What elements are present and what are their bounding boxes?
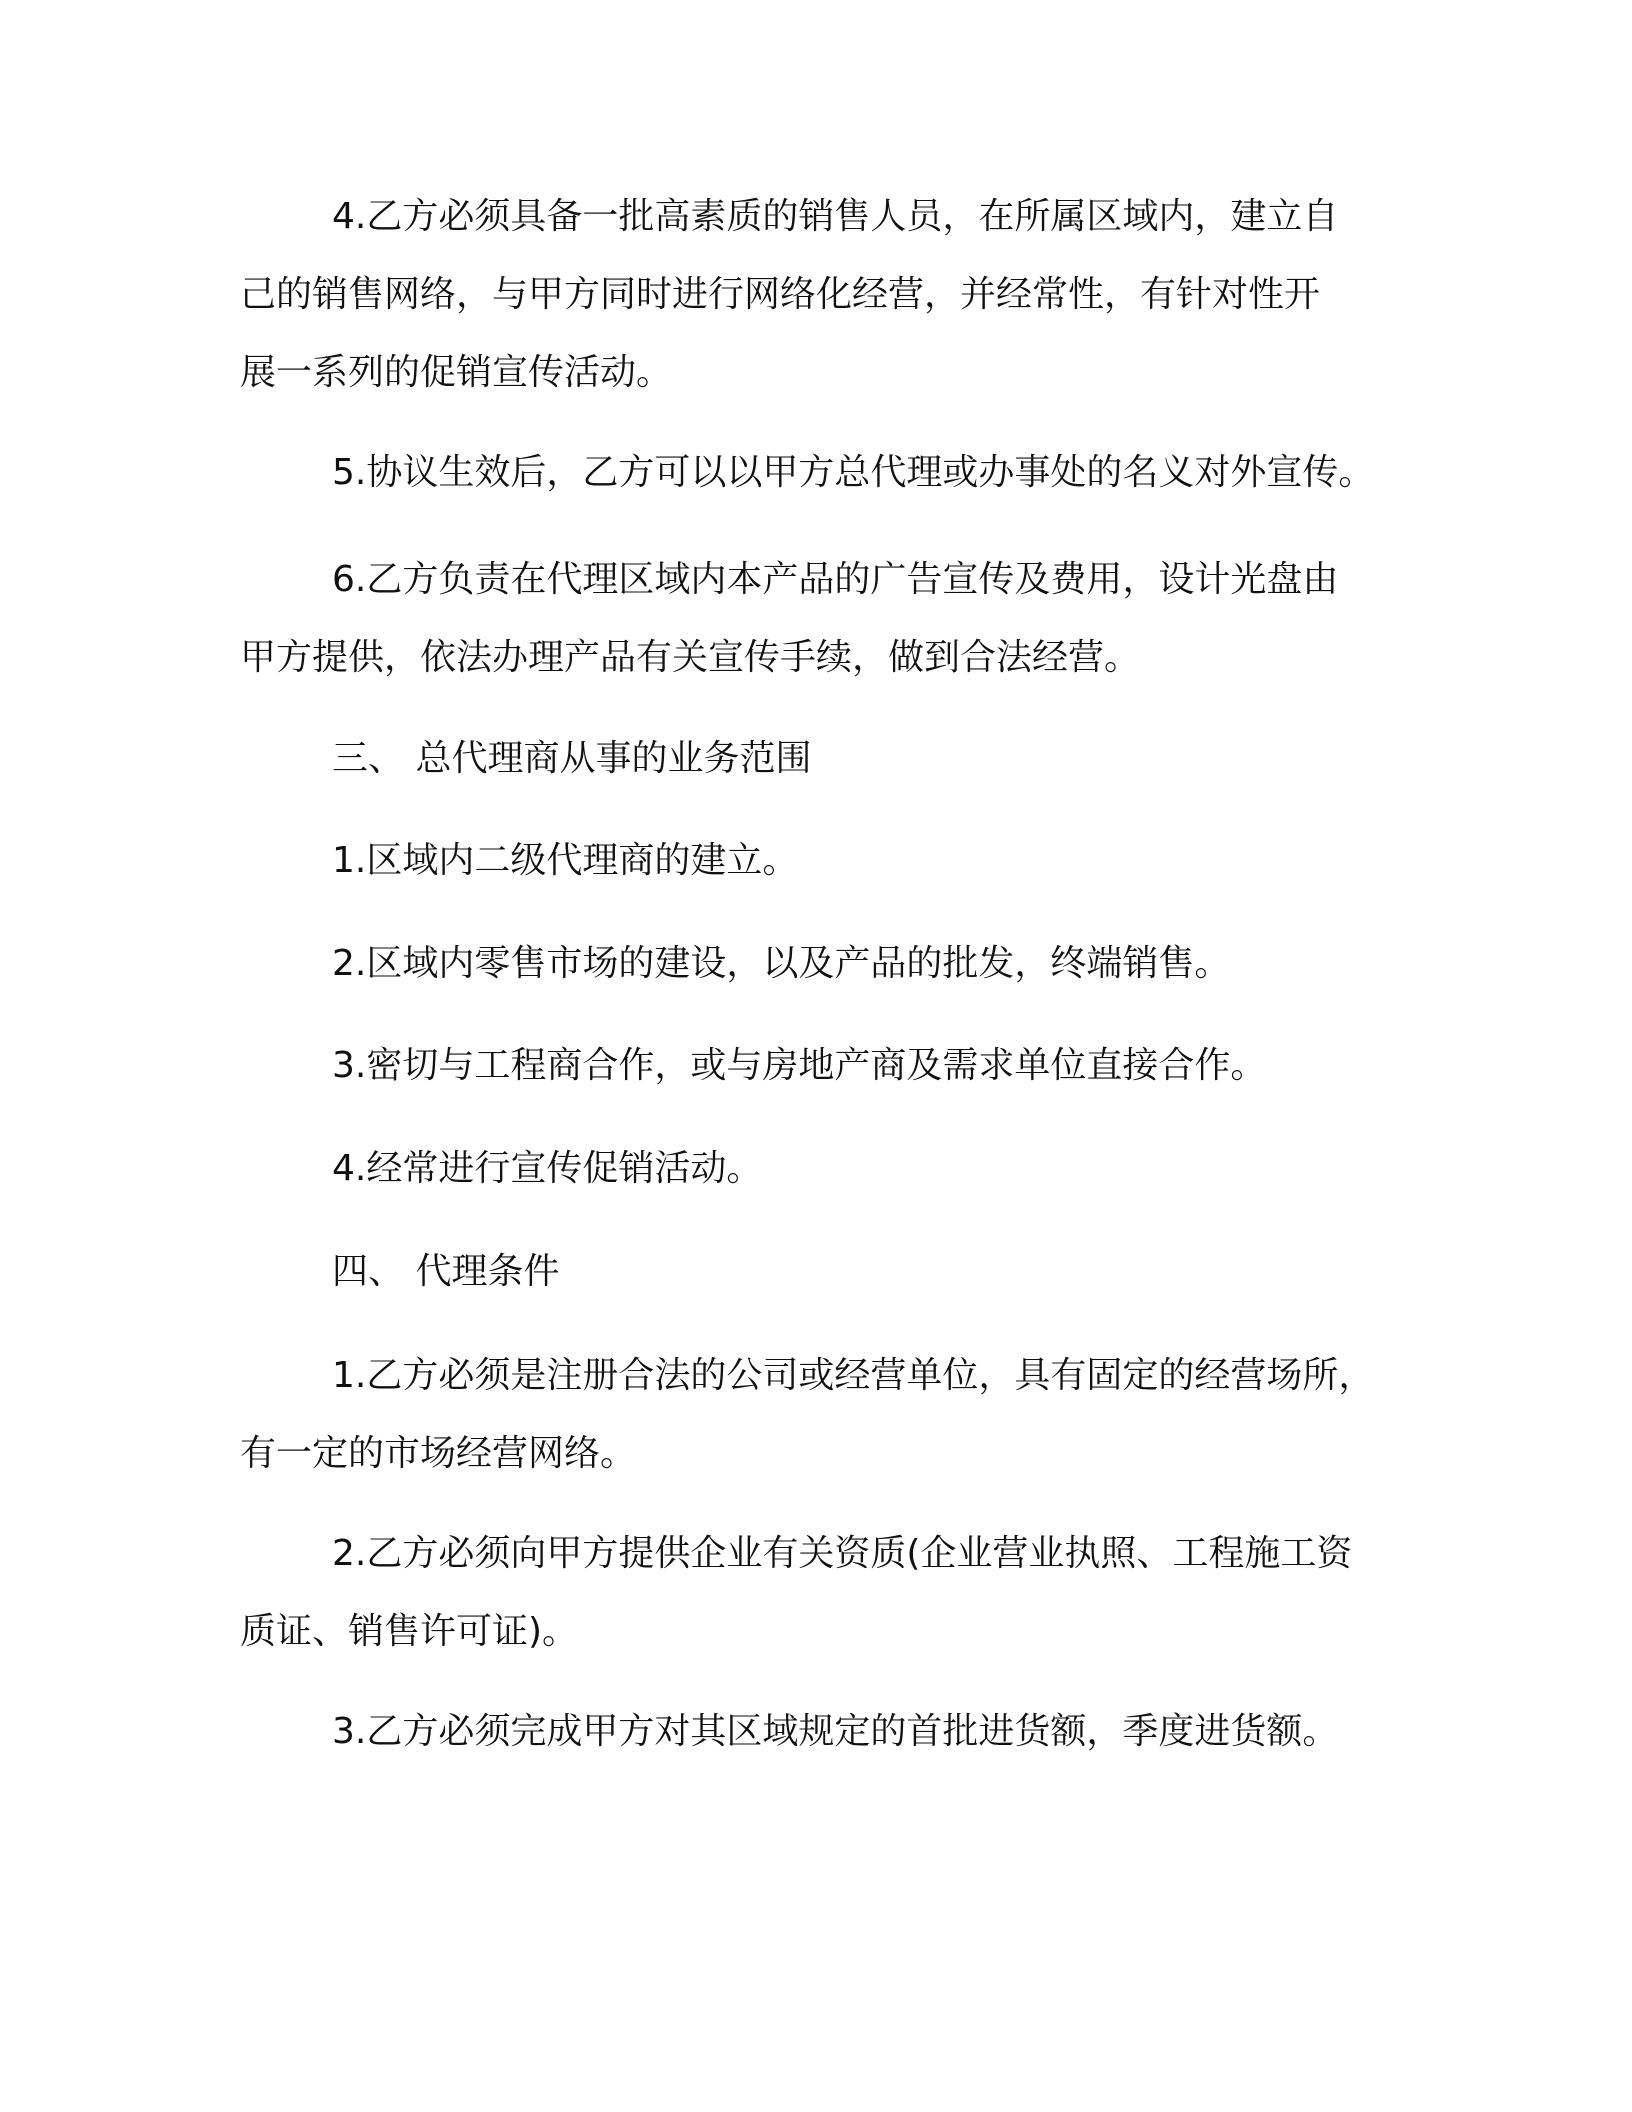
paragraph-line: 己的销售网络，与甲方同时进行网络化经营，并经常性，有针对性开 xyxy=(240,274,1321,315)
section-heading-4 xyxy=(240,1233,1400,1311)
paragraph-line: 1.乙方必须是注册合法的公司或经营单位，具有固定的经营场所， xyxy=(332,1355,1375,1396)
paragraph-line: 3.密切与工程商合作，或与房地产商及需求单位直接合作。 xyxy=(332,1045,1267,1086)
section-heading: 四、 代理条件 xyxy=(332,1251,560,1292)
paragraph-line: 有一定的市场经营网络。 xyxy=(240,1433,637,1474)
paragraph-line: 2.区域内零售市场的建设，以及产品的批发，终端销售。 xyxy=(332,943,1231,984)
section-heading-3 xyxy=(240,720,1400,798)
paragraph-line: 6.乙方负责在代理区域内本产品的广告宣传及费用，设计光盘由 xyxy=(332,559,1339,600)
paragraph-line: 展一系列的促销宣传活动。 xyxy=(240,352,673,393)
paragraph-condition-3 xyxy=(240,1693,1400,1771)
paragraph-item-4 xyxy=(240,1130,1400,1208)
paragraph-line: 4.经常进行宣传促销活动。 xyxy=(332,1148,763,1189)
paragraph-line: 质证、销售许可证)。 xyxy=(240,1611,579,1652)
paragraph-line: 1.区域内二级代理商的建立。 xyxy=(332,840,799,881)
paragraph-line: 2.乙方必须向甲方提供企业有关资质(企业营业执照、工程施工资 xyxy=(332,1533,1353,1574)
paragraph-condition-2 xyxy=(240,1515,1400,1671)
paragraph-item-2 xyxy=(240,925,1400,1003)
paragraph-line: 甲方提供，依法办理产品有关宣传手续，做到合法经营。 xyxy=(240,637,1141,678)
paragraph-line: 3.乙方必须完成甲方对其区域规定的首批进货额，季度进货额。 xyxy=(332,1711,1339,1752)
paragraph-item-1 xyxy=(240,822,1400,900)
paragraph-2 xyxy=(240,434,1400,512)
paragraph-item-3 xyxy=(240,1027,1400,1105)
paragraph-line: 4.乙方必须具备一批高素质的销售人员，在所属区域内，建立自 xyxy=(332,196,1339,237)
paragraph-line: 5.协议生效后，乙方可以以甲方总代理或办事处的名义对外宣传。 xyxy=(332,452,1375,493)
paragraph-3 xyxy=(240,541,1400,697)
section-heading: 三、 总代理商从事的业务范围 xyxy=(332,738,812,779)
paragraph-condition-1 xyxy=(240,1337,1400,1493)
paragraph-1 xyxy=(240,178,1400,412)
